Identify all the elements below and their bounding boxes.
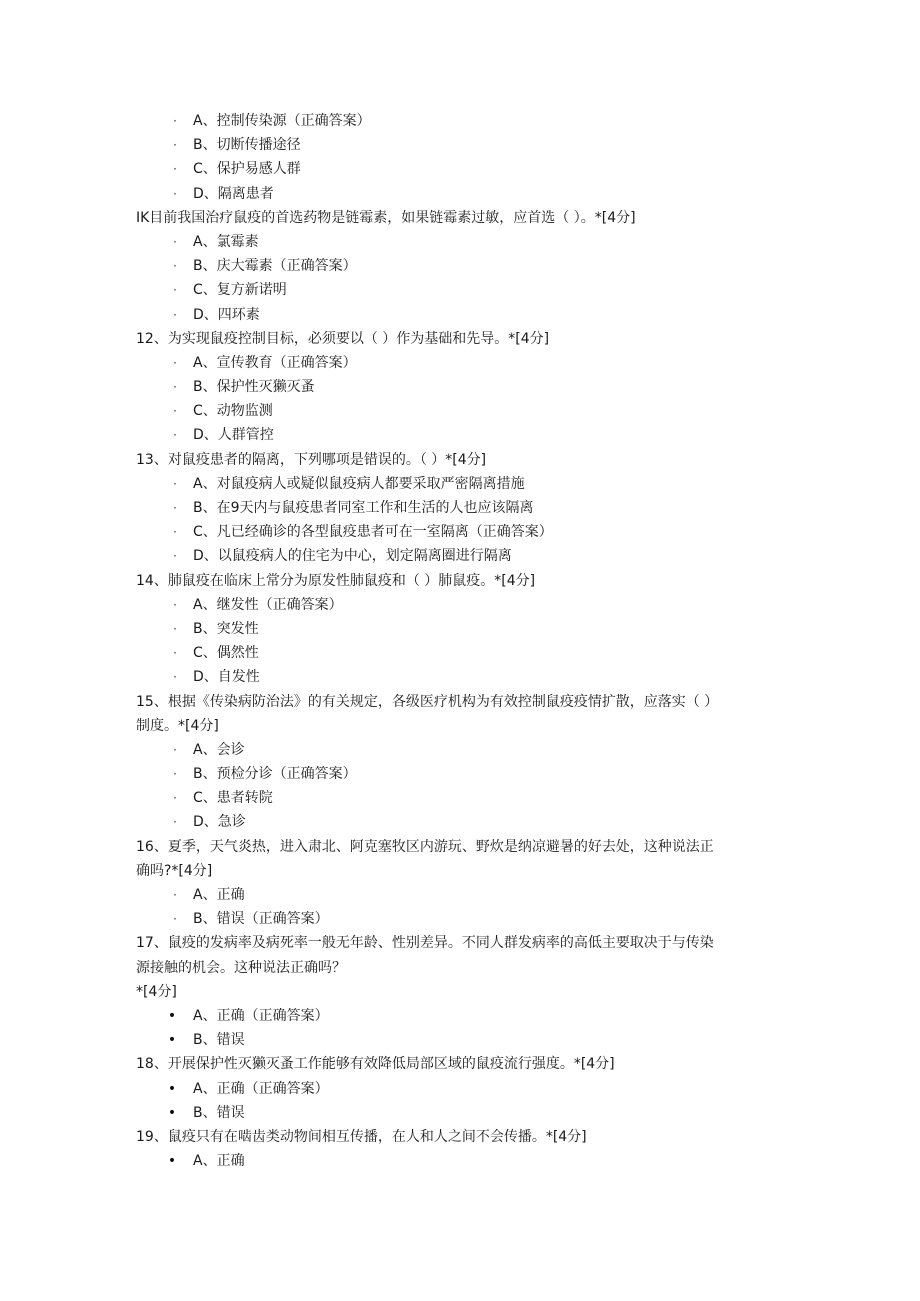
bullet-icon: · [173, 621, 177, 636]
option-item: · C、动物监测 [0, 399, 920, 423]
question-text: 15、根据《传染病防治法》的有关规定，各级医疗机构为有效控制鼠疫疫情扩散，应落实（ ） [136, 693, 719, 710]
bullet-icon: · [173, 670, 177, 685]
question-text-continued: 源接触的机会。这种说法正确吗？ [136, 959, 346, 976]
bullet-icon: · [173, 549, 177, 564]
option-item: · D、急诊 [0, 810, 920, 834]
bullet-icon: · [173, 307, 177, 322]
question-block-19 [0, 1125, 920, 1173]
option-item: · B、庆大霉素（正确答案） [0, 254, 920, 278]
option-item: · B、突发性 [0, 617, 920, 641]
option-item: · D、隔离患者 [0, 182, 920, 206]
option-item: · D、四环素 [0, 303, 920, 327]
option-item: · C、复方新诺明 [0, 278, 920, 302]
bullet-icon: • [167, 1080, 177, 1097]
bullet-icon: • [167, 1104, 177, 1121]
bullet-icon: · [173, 186, 177, 201]
bullet-icon: · [173, 597, 177, 612]
question-block-17 [0, 931, 920, 1052]
option-item: • B、错误 [0, 1028, 920, 1052]
bullet-icon: • [167, 1007, 177, 1024]
question-block-14 [0, 569, 920, 690]
option-item: · A、正确 [0, 883, 920, 907]
option-item: · D、人群管控 [0, 423, 920, 447]
bullet-icon: · [173, 162, 177, 177]
question-block-prev [0, 109, 920, 206]
bullet-icon: · [173, 476, 177, 491]
bullet-icon: · [173, 138, 177, 153]
question-block-11 [0, 206, 920, 327]
bullet-icon: · [173, 283, 177, 298]
question-text: 16、夏季，天气炎热，进入肃北、阿克塞牧区内游玩、野炊是纳凉避暑的好去处，这种说法正 [136, 838, 714, 855]
bullet-icon: • [167, 1032, 177, 1049]
option-item: · B、预检分诊（正确答案） [0, 762, 920, 786]
question-text: 12、为实现鼠疫控制目标，必须要以（ ）作为基础和先导。*[4分] [136, 330, 550, 347]
bullet-icon: · [173, 259, 177, 274]
option-item: · C、保护易感人群 [0, 157, 920, 181]
option-item: • A、正确 [0, 1149, 920, 1173]
option-item: · B、切断传播途径 [0, 133, 920, 157]
bullet-icon: · [173, 114, 177, 128]
question-text: 13、对鼠疫患者的隔离，下列哪项是错误的。（ ）*[4分] [136, 451, 487, 468]
option-item: • A、正确（正确答案） [0, 1004, 920, 1028]
bullet-icon: · [173, 501, 177, 515]
question-text-continued: 确吗?*[4分] [136, 862, 213, 879]
question-block-12 [0, 327, 920, 448]
bullet-icon: · [173, 380, 177, 395]
question-text-continued: 制度。*[4分] [136, 717, 219, 734]
option-item: · A、继发性（正确答案） [0, 593, 920, 617]
bullet-icon: · [173, 767, 177, 782]
option-item: · C、患者转院 [0, 786, 920, 810]
question-text: 17、鼠疫的发病率及病死率一般无年龄、性别差异。不同人群发病率的高低主要取决于与传染 [136, 935, 714, 952]
option-item: • A、正确（正确答案） [0, 1077, 920, 1101]
question-text: IK目前我国治疗鼠疫的首选药物是链霉素，如果链霉素过敏，应首选（ ）。*[4分] [136, 209, 636, 226]
bullet-icon: · [173, 791, 177, 806]
question-text: 19、鼠疫只有在啮齿类动物间相互传播，在人和人之间不会传播。*[4分] [136, 1128, 587, 1145]
question-block-18 [0, 1052, 920, 1125]
question-text: 18、开展保护性灭獭灭蚤工作能够有效降低局部区域的鼠疫流行强度。*[4分] [136, 1056, 615, 1073]
option-item: · B、错误（正确答案） [0, 907, 920, 931]
bullet-icon: · [173, 428, 177, 443]
option-item: • B、错误 [0, 1101, 920, 1125]
bullet-icon: · [173, 404, 177, 419]
bullet-icon: · [173, 888, 177, 902]
question-text: 14、肺鼠疫在临床上常分为原发性肺鼠疫和（ ）肺鼠疫。*[4分] [136, 572, 536, 589]
bullet-icon: · [173, 742, 177, 757]
bullet-icon: · [173, 355, 177, 370]
option-item: · B、保护性灭獭灭蚤 [0, 375, 920, 399]
option-item: · A、氯霉素 [0, 230, 920, 254]
option-item: · A、对鼠疫病人或疑似鼠疫病人都要采取严密隔离措施 [0, 472, 920, 496]
question-block-15 [0, 690, 920, 835]
bullet-icon: · [173, 815, 177, 830]
option-item: · D、自发性 [0, 665, 920, 689]
bullet-icon: • [167, 1153, 177, 1170]
option-item: · C、偶然性 [0, 641, 920, 665]
question-block-16 [0, 835, 920, 932]
quiz-document [0, 109, 920, 1173]
option-item: · A、控制传染源（正确答案） [0, 109, 920, 133]
bullet-icon: · [173, 234, 177, 249]
option-item: · A、宣传教育（正确答案） [0, 351, 920, 375]
option-item: · C、凡已经确诊的各型鼠疫患者可在一室隔离（正确答案） [0, 520, 920, 544]
question-block-13 [0, 448, 920, 569]
bullet-icon: · [173, 525, 177, 540]
bullet-icon: · [173, 912, 177, 927]
option-item: · A、会诊 [0, 738, 920, 762]
bullet-icon: · [173, 646, 177, 661]
option-item: · B、在9天内与鼠疫患者同室工作和生活的人也应该隔离 [0, 496, 920, 520]
question-score: *[4分] [136, 983, 177, 1000]
option-item: · D、以鼠疫病人的住宅为中心，划定隔离圈进行隔离 [0, 544, 920, 568]
